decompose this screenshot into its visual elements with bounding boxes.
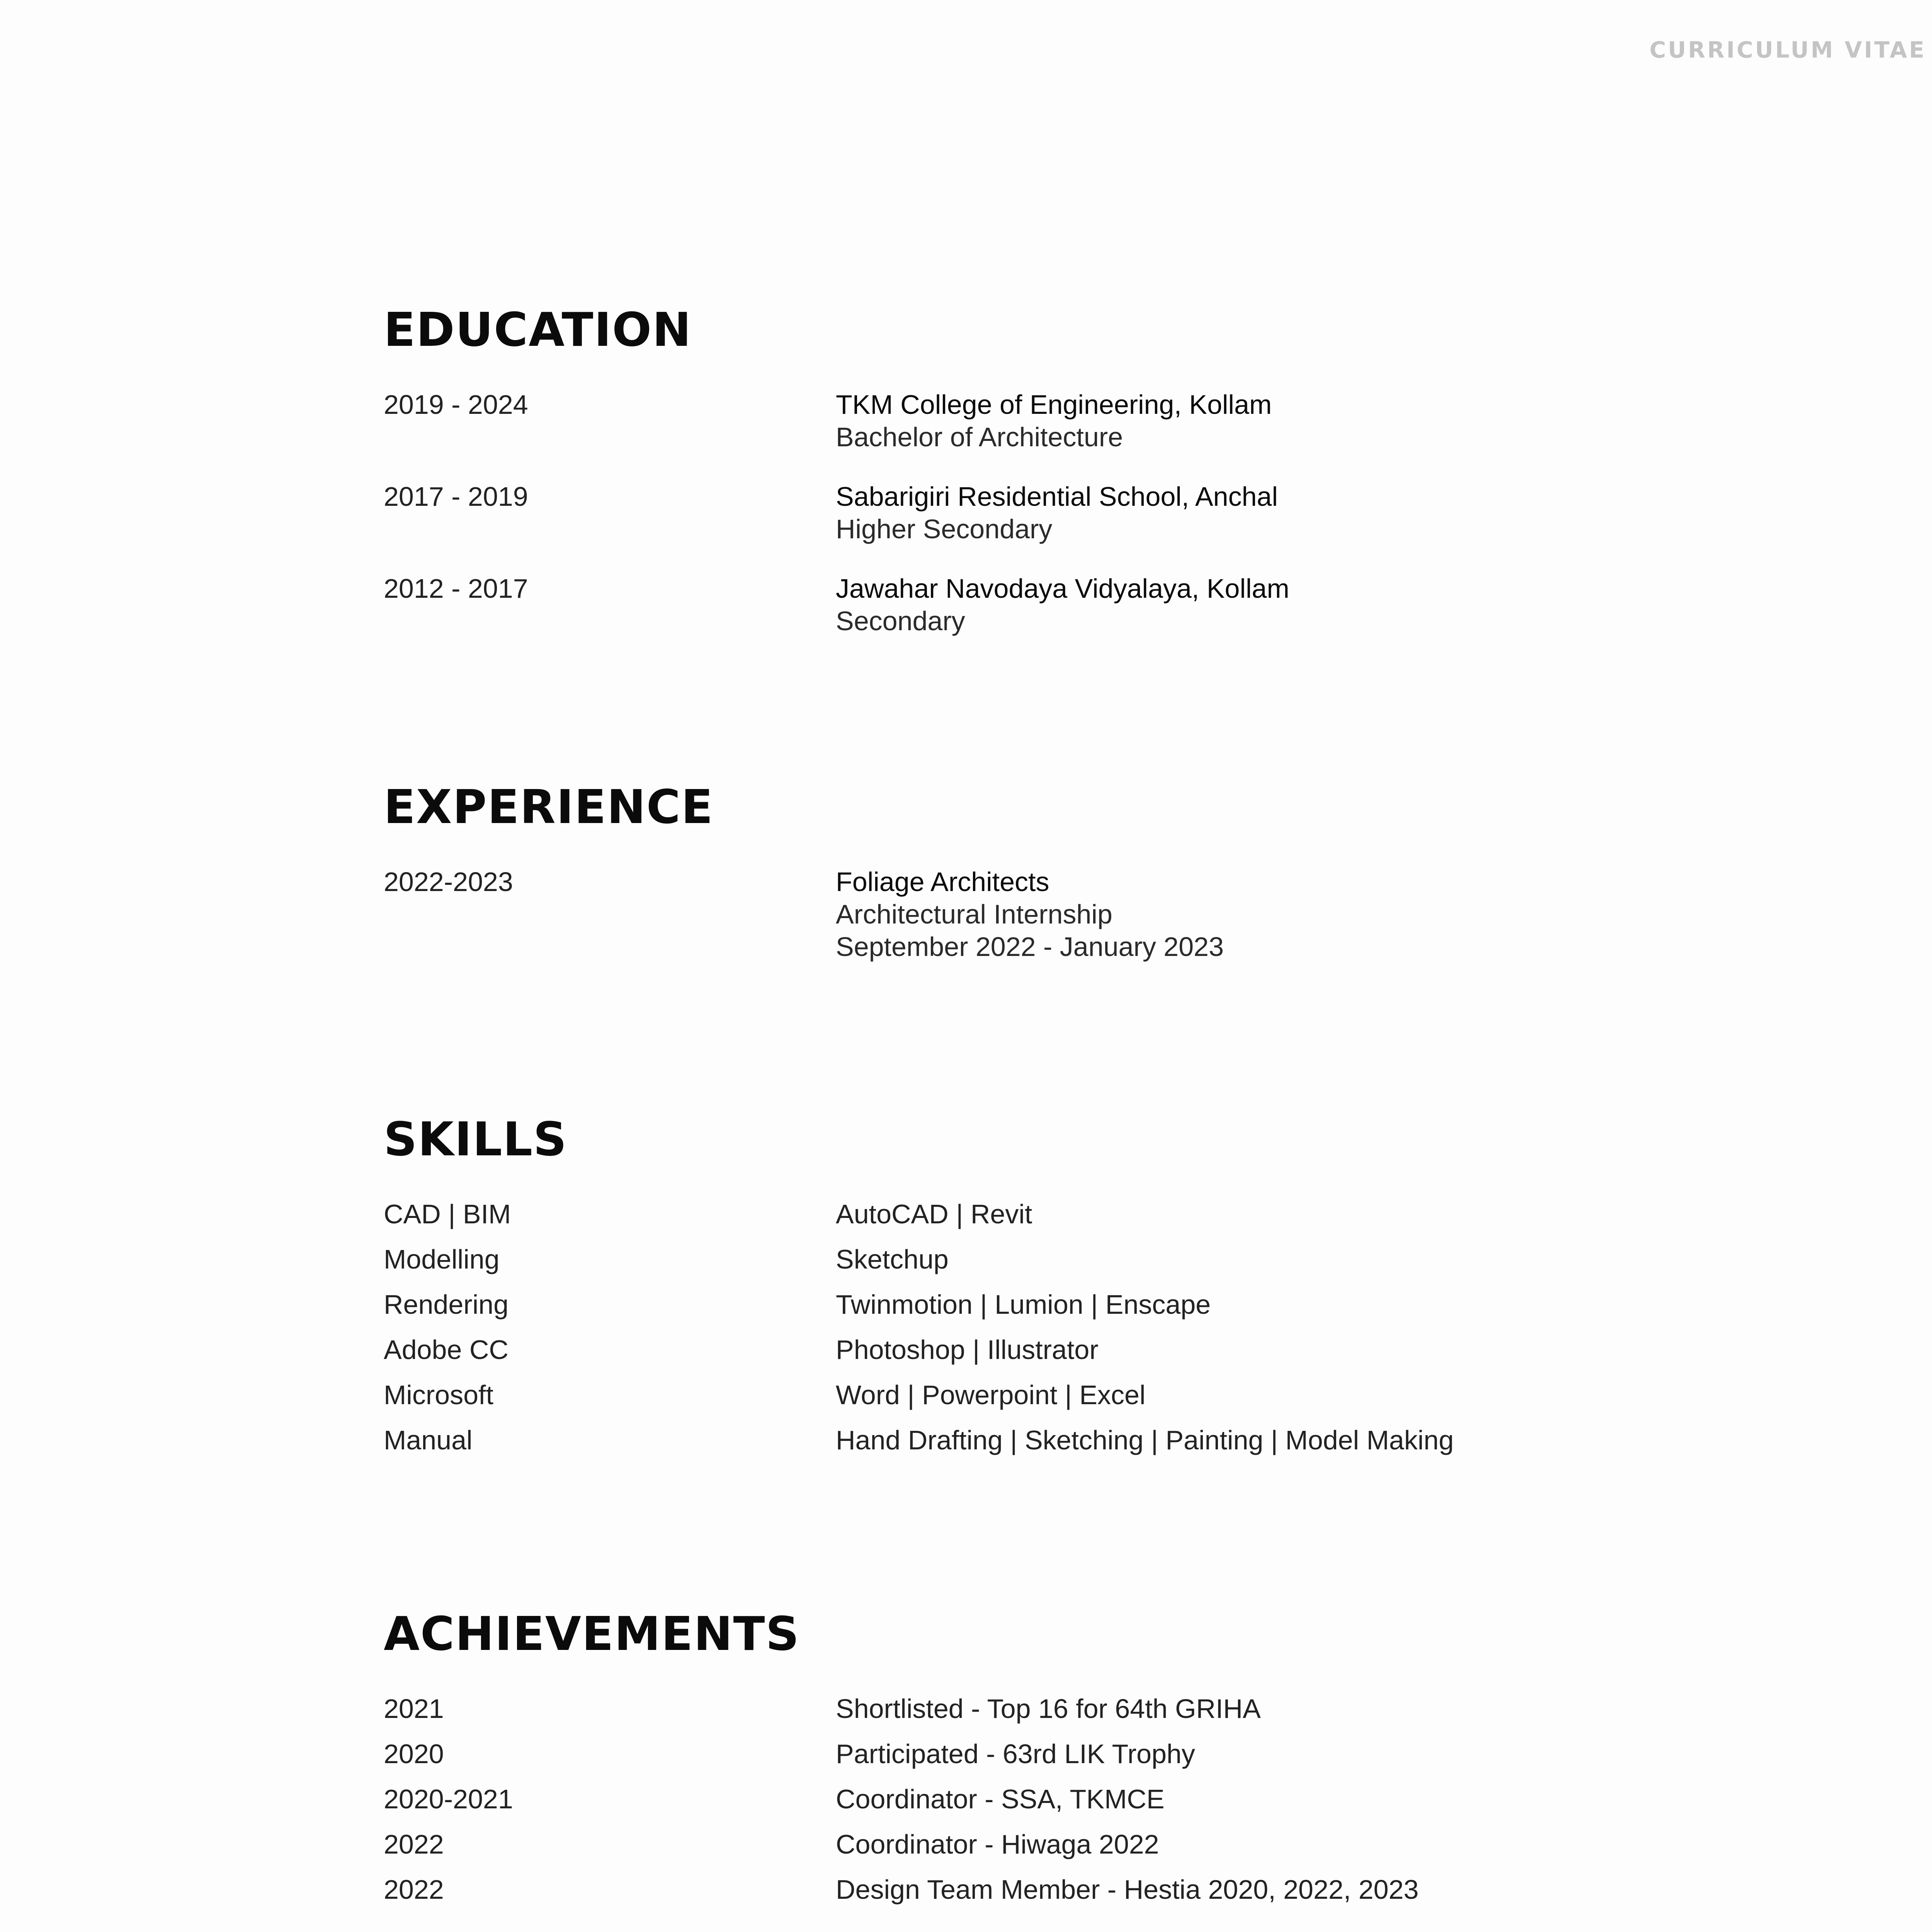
achievement-year: 2022: [384, 1829, 444, 1859]
skill-category: Rendering: [384, 1289, 509, 1320]
education-entry: [384, 572, 1736, 637]
skill-tools: Twinmotion | Lumion | Enscape: [836, 1289, 1211, 1320]
education-entry: [384, 388, 1736, 453]
achievement-row: [384, 1828, 1736, 1861]
achievement-row: [384, 1783, 1736, 1815]
skill-row: [384, 1243, 1736, 1276]
skill-tools: Photoshop | Illustrator: [836, 1335, 1099, 1365]
achievement-row: [384, 1692, 1736, 1725]
achievements-heading: ACHIEVEMENTS: [384, 1607, 800, 1661]
skill-row: [384, 1198, 1736, 1230]
achievement-description: Coordinator - SSA, TKMCE: [836, 1784, 1165, 1814]
education-institution: Sabarigiri Residential School, Anchal: [836, 481, 1278, 512]
education-years: 2017 - 2019: [384, 481, 528, 512]
experience-role: Architectural Internship: [836, 899, 1112, 929]
achievement-year: 2022: [384, 1874, 444, 1905]
education-program: Bachelor of Architecture: [836, 422, 1123, 452]
skill-category: CAD | BIM: [384, 1199, 511, 1229]
skill-tools: Sketchup: [836, 1244, 949, 1274]
education-heading: EDUCATION: [384, 303, 692, 357]
skill-row: [384, 1333, 1736, 1366]
education-list: [384, 388, 1736, 637]
education-program: Secondary: [836, 606, 965, 636]
education-institution: Jawahar Navodaya Vidyalaya, Kollam: [836, 573, 1289, 604]
education-entry: [384, 480, 1736, 545]
skill-row: [384, 1288, 1736, 1321]
document-header-label: CURRICULUM VITAE: [1649, 37, 1926, 63]
experience-company: Foliage Architects: [836, 867, 1049, 897]
experience-entry: [384, 866, 1736, 963]
education-program: Higher Secondary: [836, 514, 1053, 544]
achievement-year: 2020-2021: [384, 1784, 513, 1814]
achievement-description: Design Team Member - Hestia 2020, 2022, 2023: [836, 1874, 1419, 1905]
achievement-description: Participated - 63rd LIK Trophy: [836, 1739, 1195, 1769]
education-years: 2012 - 2017: [384, 573, 528, 604]
achievement-description: Coordinator - Hiwaga 2022: [836, 1829, 1159, 1859]
skill-category: Adobe CC: [384, 1335, 509, 1365]
education-institution: TKM College of Engineering, Kollam: [836, 389, 1272, 420]
skill-category: Modelling: [384, 1244, 500, 1274]
achievements-list: [384, 1692, 1736, 1906]
experience-section: [384, 782, 1736, 963]
skills-section: [384, 1115, 1736, 1469]
experience-period: September 2022 - January 2023: [836, 932, 1224, 962]
achievements-section: [384, 1609, 1736, 1918]
skill-tools: Word | Powerpoint | Excel: [836, 1380, 1146, 1410]
achievement-row: [384, 1873, 1736, 1906]
experience-heading: EXPERIENCE: [384, 781, 714, 834]
skill-tools: Hand Drafting | Sketching | Painting | Model Making: [836, 1425, 1454, 1455]
achievement-year: 2020: [384, 1739, 444, 1769]
skill-tools: AutoCAD | Revit: [836, 1199, 1032, 1229]
skill-category: Microsoft: [384, 1380, 493, 1410]
skill-row: [384, 1424, 1736, 1456]
skill-category: Manual: [384, 1425, 473, 1455]
education-section: [384, 305, 1736, 664]
skills-list: [384, 1198, 1736, 1456]
education-years: 2019 - 2024: [384, 389, 528, 420]
skills-heading: SKILLS: [384, 1113, 568, 1167]
skill-row: [384, 1379, 1736, 1411]
achievement-row: [384, 1738, 1736, 1770]
achievement-description: Shortlisted - Top 16 for 64th GRIHA: [836, 1694, 1261, 1724]
experience-years: 2022-2023: [384, 867, 513, 897]
achievement-year: 2021: [384, 1694, 444, 1724]
experience-list: [384, 866, 1736, 963]
